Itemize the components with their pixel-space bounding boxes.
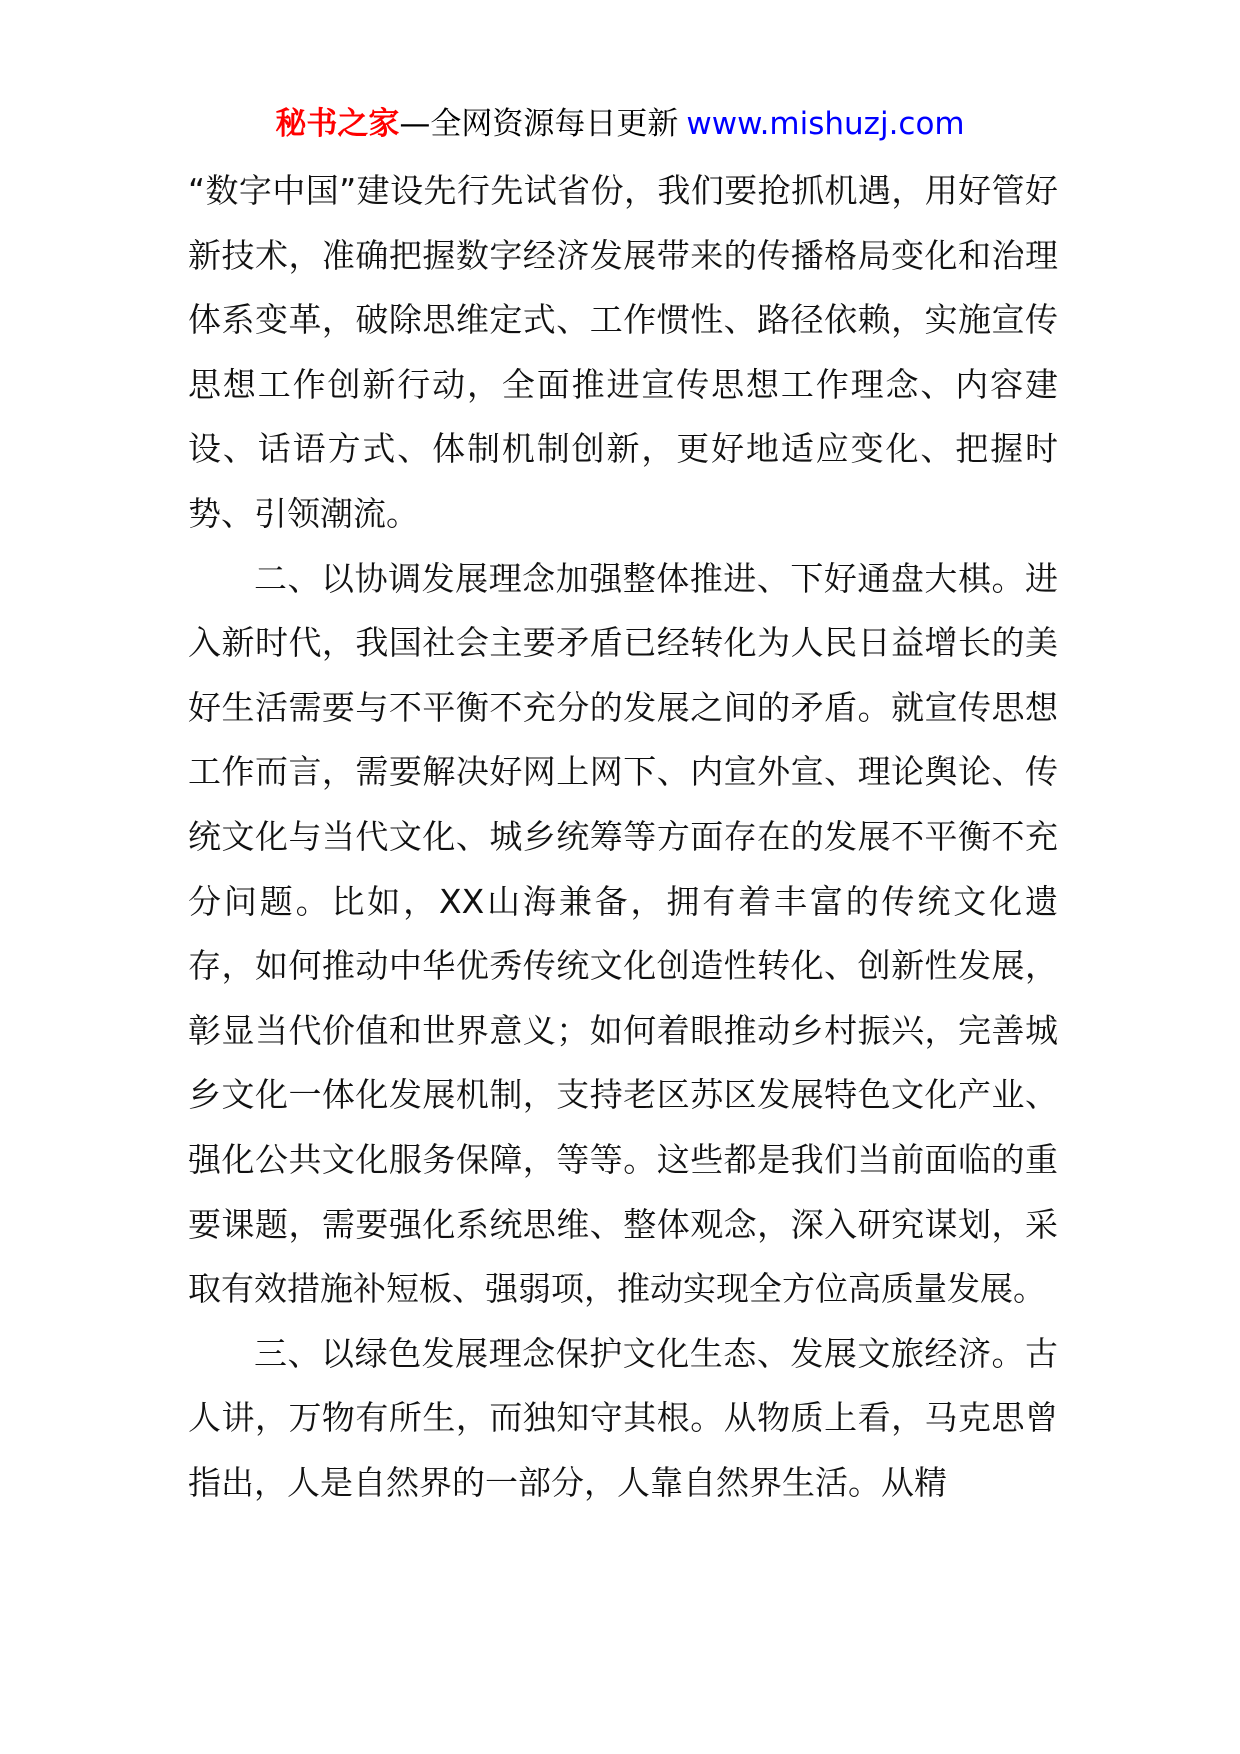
site-url-link[interactable]: www.mishuzj.com — [686, 106, 965, 142]
site-slogan: —全网资源每日更新 — [399, 106, 679, 142]
paragraph-coordinated-development: 二、以协调发展理念加强整体推进、下好通盘大棋。进入新时代，我国社会主要矛盾已经转化为人民日益增长的美好生活需要与不平衡不充分的发展之间的矛盾。就宣传思想工作而言，需要解决好网上网下、内宣外宣、理论舆论、传统文化与当代文化、城乡统筹等方面存在的发展不平衡不充分问题。比如，XX山海兼备，拥有着丰富的传统文化遗存，如何推动中华优秀传统文化创造性转化、创新性发展，彰显当代价值和世界意义；如何着眼推动乡村振兴，完善城乡文化一体化发展机制，支持老区苏区发展特色文化产业、强化公共文化服务保障，等等。这些都是我们当前面临的重要课题，需要强化系统思维、整体观念，深入研究谋划，采取有效措施补短板、强弱项，推动实现全方位高质量发展。 — [188, 558, 1058, 1309]
page-header — [0, 100, 1240, 148]
document-body — [188, 159, 1058, 1515]
site-brand: 秘书之家 — [275, 106, 400, 142]
paragraph-green-development: 三、以绿色发展理念保护文化生态、发展文旅经济。古人讲，万物有所生，而独知守其根。从物质上看，马克思曾指出，人是自然界的一部分，人靠自然界生活。从精 — [188, 1333, 1058, 1502]
paragraph-continued: “数字中国”建设先行先试省份，我们要抢抓机遇，用好管好新技术，准确把握数字经济发展带来的传播格局变化和治理体系变革，破除思维定式、工作惯性、路径依赖，实施宣传思想工作创新行动，全面推进宣传思想工作理念、内容建设、话语方式、体制机制创新，更好地适应变化、把握时势、引领潮流。 — [188, 171, 1058, 533]
